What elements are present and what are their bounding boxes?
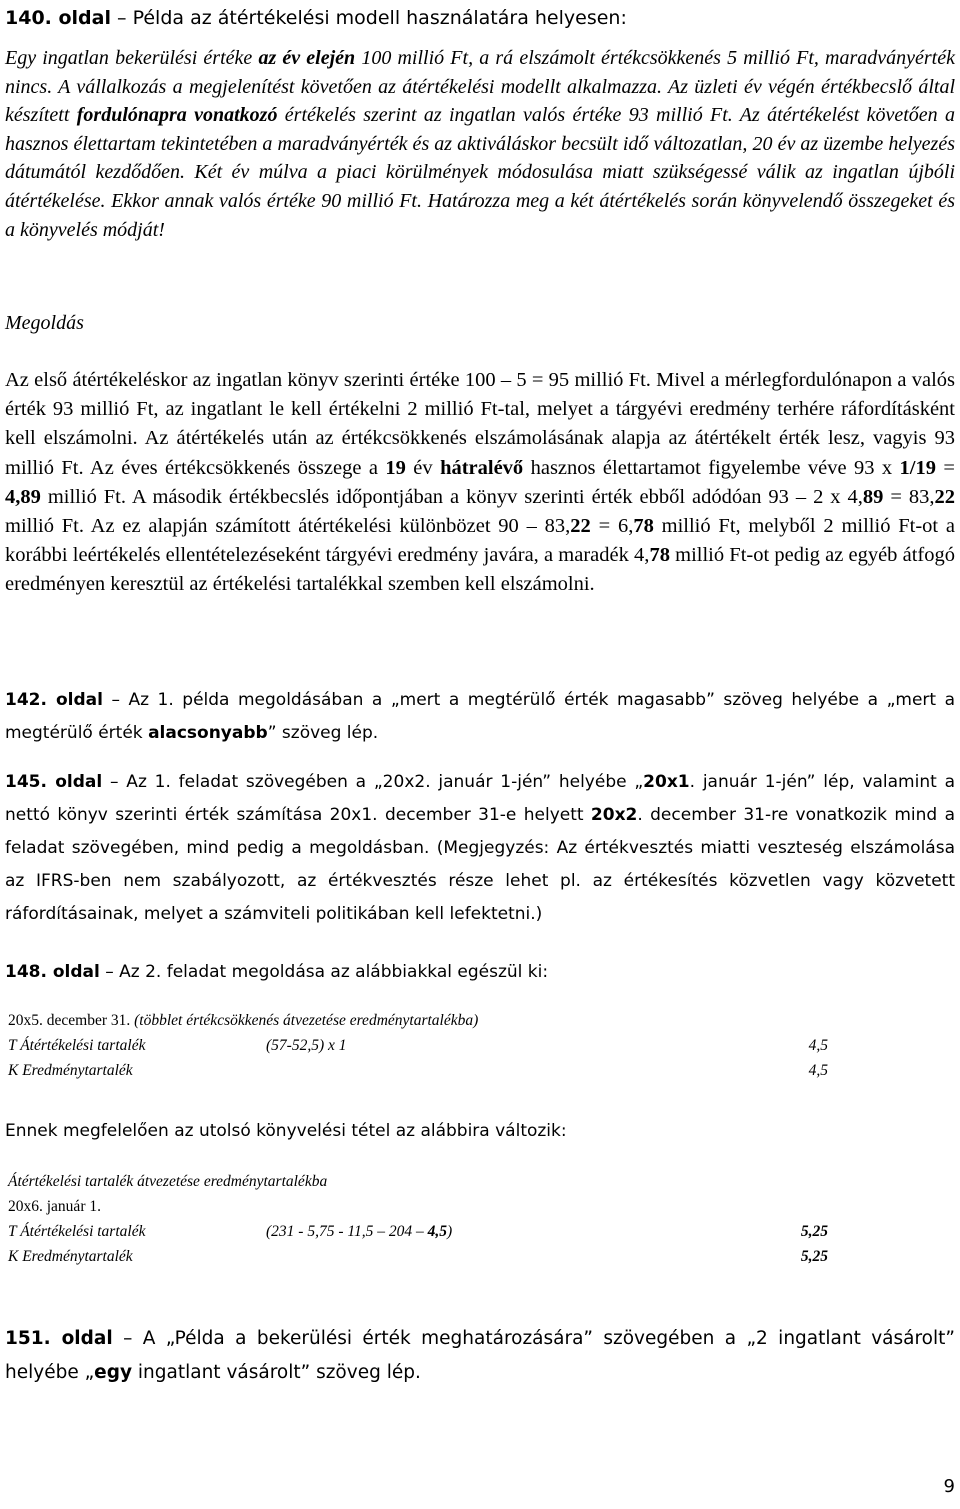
text-run: – Az 1. példa megoldásában a „mert a megtérülő érték magasabb” szöveg helyébe a „mert a megtérülő érték xyxy=(5,690,955,743)
entry-date: 20x6. január 1. xyxy=(8,1198,101,1215)
text-run: millió Ft. A második értékbecslés időpontjában a könyv szerinti érték ebből adódóan 93 – 2 x 4, xyxy=(40,485,863,508)
text-run: millió Ft, melyből 2 millió Ft-ot a korábbi leértékelés ellentételezéseként tárgyévi eredmény javára, a maradék 4, xyxy=(5,515,956,567)
page-reference: 145. oldal xyxy=(5,772,103,792)
text-run-bold: 20x1 xyxy=(643,772,690,792)
journal-entry-table-2 xyxy=(8,1173,828,1273)
calculation xyxy=(266,1223,452,1241)
debit-row xyxy=(8,1037,828,1059)
page-number: 9 xyxy=(943,1476,955,1497)
correction-142 xyxy=(5,684,955,750)
text-run: millió Ft. Az ez alapján számított átértékelési különbözet 90 – 83, xyxy=(5,515,571,538)
text-run: – Az 1. feladat szövegében a „20x2. január 1-jén” helyébe „ xyxy=(102,772,644,792)
text-run-bold: hátralévő xyxy=(440,456,524,479)
transition-text: Ennek megfelelően az utolsó könyvelési tétel az alábbira változik: xyxy=(5,1121,567,1141)
text-run: . január 1-jén” lép, valamint a nettó könyv szerinti érték számítása 20x1. december 31-e helyett xyxy=(5,772,955,825)
entry-date: 20x5. december 31. xyxy=(8,1012,131,1029)
amount: 4,5 xyxy=(808,1037,828,1054)
amount: 5,25 xyxy=(800,1223,828,1240)
text-run: hasznos élettartamot figyelembe véve 93 x xyxy=(523,456,900,479)
text-run: millió Ft-ot pedig az egyéb átfogó eredményen keresztül az értékelési tartalékkal szemben kell elszámolni. xyxy=(5,544,955,596)
text-run: ) xyxy=(446,1223,453,1240)
text-run-bold: 1/19 xyxy=(899,456,936,479)
text-run-bold: 19 xyxy=(385,456,406,479)
correction-148 xyxy=(5,956,955,989)
entry-title: Átértékelési tartalék átvezetése eredménytartalékba xyxy=(8,1173,328,1190)
credit-row xyxy=(8,1248,828,1270)
page-reference: 140. oldal xyxy=(5,7,111,29)
credit-account: K Eredménytartalék xyxy=(8,1062,133,1079)
credit-row xyxy=(8,1062,828,1084)
text-run: (231 - 5,75 - 11,5 – 204 – xyxy=(266,1223,428,1240)
page-reference: 148. oldal xyxy=(5,962,100,982)
correction-151 xyxy=(5,1322,955,1390)
text-run: Az első átértékeléskor az ingatlan könyv szerinti értéke 100 – 5 = 95 millió Ft. Mivel a mérlegfordulónapon a valós érték 93 millió Ft, az ingatlant le kell értékelni 2 millió Ft-tal, melyet a tárgyévi eredmény terhére ráfordításként kell elszámolni. Az átértékelés után az értékcsökkenés elszámolásának alapja az átértékelt érték lesz, vagyis 93 millió Ft. Az éves értékcsökkenés összege a xyxy=(5,369,955,479)
calculation: (57-52,5) x 1 xyxy=(266,1037,347,1054)
text-run-bold: 89 xyxy=(862,485,884,508)
text-run: – Az 2. feladat megoldása az alábbiakkal egészül ki: xyxy=(99,962,549,982)
amount: 5,25 xyxy=(800,1248,828,1265)
problem-statement xyxy=(5,44,955,244)
entry-description: (többlet értékcsökkenés átvezetése eredménytartalékba) xyxy=(130,1012,479,1029)
text-run-bold: 22 xyxy=(570,515,591,538)
text-run: . december 31-re vonatkozik mind a feladat szövegében, mind pedig a megoldásban. (Megjegyzés: Az értékvesztés miatti veszteség elszámolása az IFRS-ben nem szabályozott, az értékvesztés része lehet pl. az értékesítés közvetlen vagy közvetett ráfordításainak, melyet a számviteli politikában kell lefektetni.) xyxy=(5,805,955,924)
text-run: = 6, xyxy=(590,515,634,538)
page-reference: 151. oldal xyxy=(5,1328,113,1349)
credit-account: K Eredménytartalék xyxy=(8,1248,133,1265)
text-run-bold: 4,89 xyxy=(5,485,41,508)
text-run-bold: fordulónapra vonatkozó xyxy=(76,104,278,127)
text-run-bold: 4,5 xyxy=(427,1223,447,1240)
heading-text: – Példa az átértékelési modell használatára helyesen: xyxy=(111,7,627,29)
debit-account: T Átértékelési tartalék xyxy=(8,1037,146,1054)
text-run-bold: 78 xyxy=(633,515,654,538)
text-run: Egy ingatlan bekerülési értéke xyxy=(5,47,259,69)
text-run-bold: 78 xyxy=(649,544,670,567)
page-heading xyxy=(5,6,627,30)
debit-account: T Átértékelési tartalék xyxy=(8,1223,146,1240)
text-run: ” szöveg lép. xyxy=(267,723,379,743)
text-run: = 83, xyxy=(883,485,935,508)
text-run-bold: 20x2 xyxy=(590,805,638,825)
text-run-bold: az év elején xyxy=(258,47,356,69)
text-run: értékelés szerint az ingatlan valós értéke 93 millió Ft. Az átértékelést követően a hasznos élettartam tekintetében a maradványérték és az aktiváláskor becsült idő változatlan, 20 év az üzembe helyezés dátumától kezdődően. Két év múlva a piaci körülmények módosulása miatt szükségessé válik az ingatlan újbóli átértékelése. Ekkor annak valós értéke 90 millió Ft. Határozza meg a két átértékelés során könyvelendő összegeket és a könyvelés módját! xyxy=(5,104,955,241)
text-run: – A „Példa a bekerülési érték meghatározására” szövegében a „2 ingatlant vásárolt” helyébe „ xyxy=(5,1328,955,1383)
text-run: 100 millió Ft, a rá elszámolt értékcsökkenés 5 millió Ft, maradványérték nincs. A vállalkozás a megjelenítést követően az átértékelési modellt alkalmazza. Az üzleti év végén értékbecslő által készített xyxy=(5,47,955,127)
text-run: év xyxy=(405,456,441,479)
journal-entry-table-1 xyxy=(8,1012,828,1088)
text-run-bold: alacsonyabb xyxy=(148,723,268,743)
entry-title-row xyxy=(8,1012,478,1034)
page-reference: 142. oldal xyxy=(5,690,103,710)
text-run-bold: egy xyxy=(94,1362,133,1383)
amount: 4,5 xyxy=(808,1062,828,1079)
text-run-bold: 22 xyxy=(934,485,955,508)
solution-heading: Megoldás xyxy=(5,312,84,334)
solution-text xyxy=(5,366,955,600)
correction-145 xyxy=(5,766,955,931)
text-run: = xyxy=(936,456,955,479)
debit-row xyxy=(8,1223,828,1245)
text-run: ingatlant vásárolt” szöveg lép. xyxy=(132,1362,421,1383)
